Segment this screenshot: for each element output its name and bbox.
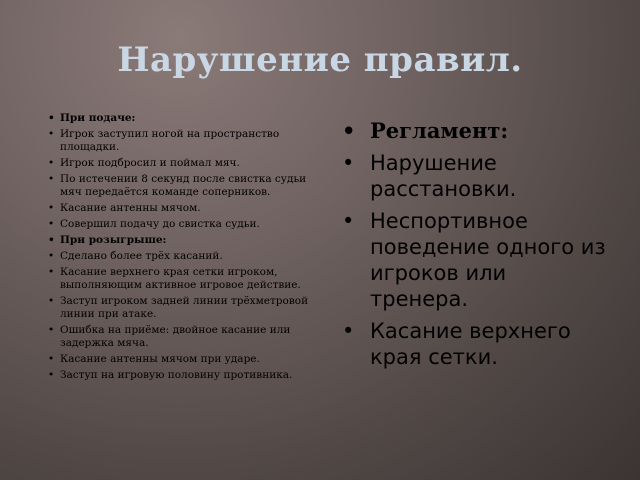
list-item: • Касание антенны мячом при ударе.: [48, 353, 318, 366]
list-item: • Заступ на игровую половину противника.: [48, 369, 318, 382]
list-item: • Неспортивное поведение одного из игроков или тренера.: [340, 208, 610, 312]
list-item: • Касание верхнего края сетки игроком, выполняющим активное игровое действие.: [48, 266, 318, 292]
list-item: • Касание верхнего края сетки.: [340, 318, 610, 370]
list-item: • При подаче:: [48, 112, 318, 125]
list-item: • Совершил подачу до свистка судьи.: [48, 218, 318, 231]
list-item: • Игрок подбросил и поймал мяч.: [48, 157, 318, 170]
list-item: • Нарушение расстановки.: [340, 150, 610, 202]
list-item: • Ошибка на приёме: двойное касание или задержка мяча.: [48, 324, 318, 350]
list-item: • По истечении 8 секунд после свистка судьи мяч передаётся команде соперников.: [48, 173, 318, 199]
list-item: • Заступ игроком задней линии трёхметровой линии при атаке.: [48, 295, 318, 321]
left-bullet-list: [48, 112, 318, 385]
list-item: • При розыгрыше:: [48, 234, 318, 247]
list-item: • Касание антенны мячом.: [48, 202, 318, 215]
list-item: • Сделано более трёх касаний.: [48, 250, 318, 263]
right-bullet-list: [340, 118, 610, 376]
list-item: • Игрок заступил ногой на пространство площадки.: [48, 128, 318, 154]
slide-title: Нарушение правил.: [117, 40, 523, 80]
list-item: • Регламент:: [340, 118, 610, 144]
